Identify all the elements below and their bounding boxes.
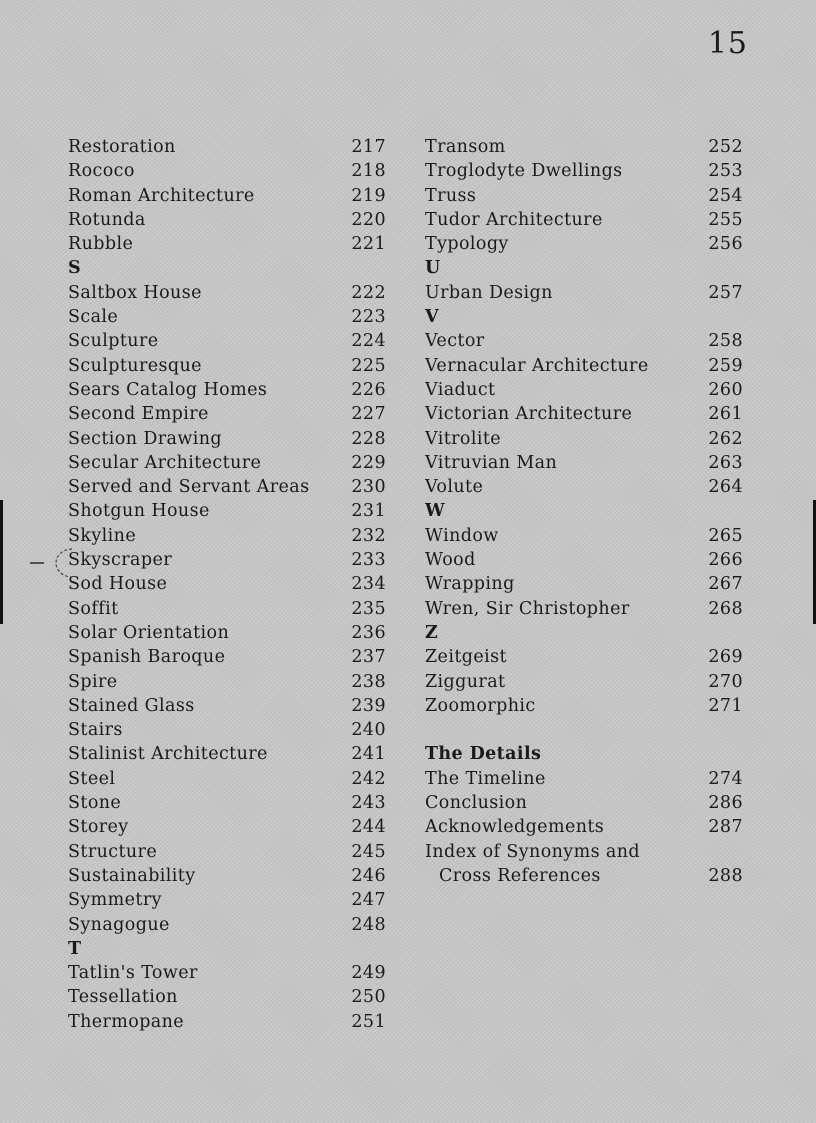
entry-page-number: 286 (708, 793, 743, 814)
contents-entry (425, 354, 743, 378)
entry-page-number: 226 (351, 379, 386, 400)
entry-page-number: 224 (351, 331, 386, 352)
contents-entry (68, 985, 386, 1009)
entry-title: Skyline (68, 525, 137, 546)
entry-page-number: 258 (708, 331, 743, 352)
contents-entry (425, 791, 743, 815)
entry-page-number: 233 (351, 550, 386, 571)
entry-page-number: 228 (351, 428, 386, 449)
contents-entry (68, 597, 386, 621)
entry-page-number: 229 (351, 452, 386, 473)
entry-title: Typology (425, 234, 509, 255)
entry-page-number: 225 (351, 355, 386, 376)
entry-page-number: 220 (351, 209, 386, 230)
section-letter (425, 256, 743, 280)
entry-page-number (350, 937, 386, 961)
contents-entry (425, 232, 743, 256)
entry-title: Secular Architecture (68, 452, 262, 473)
entry-title: Stalinist Architecture (68, 744, 268, 765)
entry-page-number: 244 (351, 817, 386, 838)
contents-entry (68, 621, 386, 645)
contents-entry (68, 572, 386, 596)
entry-title: Solar Orientation (68, 622, 230, 643)
entry-title: Sod House (68, 574, 168, 595)
contents-entry (425, 548, 743, 572)
entry-title: Transom (425, 137, 506, 157)
contents-entry (425, 524, 743, 548)
contents-entry (425, 451, 743, 475)
entry-page-number: 259 (708, 355, 743, 376)
entry-title: Ziggurat (425, 671, 506, 692)
contents-entry (425, 159, 743, 183)
entry-page-number (707, 621, 743, 645)
entry-title: Wren, Sir Christopher (425, 598, 630, 619)
contents-entry (68, 791, 386, 815)
contents-entry (425, 135, 743, 159)
contents-entry (68, 135, 386, 159)
contents-entry (425, 767, 743, 791)
entry-title: Tudor Architecture (425, 209, 603, 230)
entry-page-number: 274 (708, 768, 743, 789)
entry-page-number: 246 (351, 865, 386, 886)
contents-entry (68, 281, 386, 305)
entry-title: Stairs (68, 720, 123, 741)
contents-entry (68, 742, 386, 766)
entry-title: Conclusion (425, 793, 528, 814)
entry-page-number: 231 (351, 501, 386, 522)
entry-page-number: 232 (351, 525, 386, 546)
contents-right-column (425, 135, 743, 888)
entry-page-number (350, 256, 386, 280)
entry-title: Tatlin's Tower (68, 963, 198, 984)
entry-title: Rotunda (68, 209, 146, 230)
contents-entry (68, 184, 386, 208)
entry-page-number: 237 (351, 647, 386, 668)
entry-page-number (707, 305, 743, 329)
entry-title: Rococo (68, 161, 135, 182)
entry-page-number: 245 (351, 841, 386, 862)
contents-entry (425, 815, 743, 839)
entry-title: Cross References (439, 865, 601, 886)
contents-entry (68, 354, 386, 378)
entry-title: Sustainability (68, 865, 196, 886)
entry-title: Second Empire (68, 404, 209, 425)
section-letter (425, 499, 743, 523)
entry-title: Restoration (68, 137, 176, 157)
section-letter (68, 937, 386, 961)
entry-title: Section Drawing (68, 428, 223, 449)
entry-page-number: 268 (708, 598, 743, 619)
entry-page-number: 255 (708, 209, 743, 230)
entry-page-number: 247 (351, 890, 386, 911)
contents-entry (68, 451, 386, 475)
contents-entry (68, 670, 386, 694)
contents-entry (68, 913, 386, 937)
contents-entry (68, 427, 386, 451)
entry-page-number: 223 (351, 307, 386, 328)
entry-title: Soffit (68, 598, 119, 619)
contents-entry (425, 402, 743, 426)
entry-page-number: 217 (351, 137, 386, 157)
contents-entry (425, 670, 743, 694)
entry-title: The Details (425, 744, 542, 765)
entry-page-number: 235 (351, 598, 386, 619)
entry-page-number (707, 718, 743, 742)
contents-entry (425, 597, 743, 621)
entry-title: Truss (425, 185, 477, 206)
contents-entry (425, 427, 743, 451)
entry-title: Index of Synonyms and (425, 841, 641, 862)
pointer-marker-icon (30, 546, 74, 580)
contents-entry (68, 815, 386, 839)
entry-title: S (68, 258, 82, 279)
entry-title: Troglodyte Dwellings (425, 161, 623, 182)
entry-title: Window (425, 525, 499, 546)
entry-title: Wood (425, 550, 476, 571)
entry-title: Vitrolite (425, 428, 502, 449)
contents-entry (68, 548, 386, 572)
page-number: 15 (707, 26, 748, 61)
entry-page-number: 269 (708, 647, 743, 668)
entry-page-number: 219 (351, 185, 386, 206)
contents-entry (425, 475, 743, 499)
entry-page-number: 267 (708, 574, 743, 595)
entry-title: Urban Design (425, 282, 553, 303)
entry-page-number: 253 (708, 161, 743, 182)
contents-entry (68, 864, 386, 888)
contents-entry (425, 378, 743, 402)
entry-page-number: 234 (351, 574, 386, 595)
entry-title: W (425, 501, 446, 522)
contents-entry (68, 961, 386, 985)
entry-title: Tessellation (68, 987, 178, 1008)
entry-page-number: 262 (708, 428, 743, 449)
entry-page-number: 236 (351, 622, 386, 643)
entry-title: Viaduct (425, 379, 496, 400)
entry-page-number: 218 (351, 161, 386, 182)
contents-entry (68, 1010, 386, 1034)
entry-page-number: 254 (708, 185, 743, 206)
entry-title: Saltbox House (68, 282, 202, 303)
contents-entry (425, 694, 743, 718)
entry-page-number: 288 (708, 865, 743, 886)
contents-entry (68, 208, 386, 232)
entry-page-number: 257 (708, 282, 743, 303)
entry-page-number: 230 (351, 477, 386, 498)
contents-entry (425, 864, 743, 888)
entry-title: Sears Catalog Homes (68, 379, 268, 400)
entry-title: U (425, 258, 441, 279)
entry-title: Volute (425, 477, 484, 498)
entry-page-number (707, 840, 743, 864)
entry-page-number: 270 (708, 671, 743, 692)
entry-title: Structure (68, 841, 158, 862)
contents-entry (68, 524, 386, 548)
section-letter (425, 621, 743, 645)
entry-title: Zeitgeist (425, 647, 507, 668)
entry-title: The Timeline (425, 768, 546, 789)
contents-entry (68, 767, 386, 791)
contents-entry (68, 232, 386, 256)
spacer-row (425, 718, 743, 742)
entry-title: Acknowledgements (425, 817, 605, 838)
contents-entry (425, 840, 743, 864)
entry-title: Synagogue (68, 914, 170, 935)
entry-title: Victorian Architecture (425, 404, 633, 425)
entry-title: Stained Glass (68, 695, 195, 716)
entry-page-number: 239 (351, 695, 386, 716)
contents-entry (68, 718, 386, 742)
entry-page-number: 256 (708, 234, 743, 255)
entry-page-number (707, 256, 743, 280)
entry-page-number: 271 (708, 695, 743, 716)
contents-entry (425, 208, 743, 232)
entry-page-number (707, 742, 743, 766)
contents-entry (425, 329, 743, 353)
contents-entry (68, 305, 386, 329)
page-edge-left (0, 500, 3, 624)
contents-entry (68, 499, 386, 523)
entry-page-number: 260 (708, 379, 743, 400)
entry-title: Sculpture (68, 331, 159, 352)
entry-title: Vector (425, 331, 485, 352)
entry-page-number: 222 (351, 282, 386, 303)
entry-page-number: 265 (708, 525, 743, 546)
contents-entry (68, 645, 386, 669)
entry-title: V (425, 307, 439, 328)
section-letter (425, 305, 743, 329)
contents-entry (425, 281, 743, 305)
entry-page-number: 243 (351, 793, 386, 814)
entry-title: Roman Architecture (68, 185, 255, 206)
entry-page-number: 252 (708, 137, 743, 157)
entry-title: Steel (68, 768, 116, 789)
entry-page-number: 238 (351, 671, 386, 692)
entry-title: Vitruvian Man (425, 452, 558, 473)
contents-entry (68, 694, 386, 718)
section-letter (68, 256, 386, 280)
contents-entry (425, 645, 743, 669)
entry-page-number: 227 (351, 404, 386, 425)
entry-page-number: 240 (351, 720, 386, 741)
section-heading (425, 742, 743, 766)
entry-page-number: 263 (708, 452, 743, 473)
contents-entry (68, 888, 386, 912)
contents-left-column (68, 135, 386, 1034)
entry-title: Stone (68, 793, 122, 814)
entry-page-number: 250 (351, 987, 386, 1008)
entry-title: Spanish Baroque (68, 647, 226, 668)
contents-entry (425, 572, 743, 596)
entry-title: Spire (68, 671, 118, 692)
entry-page-number: 248 (351, 914, 386, 935)
contents-entry (68, 475, 386, 499)
entry-title: Served and Servant Areas (68, 477, 310, 498)
contents-entry (425, 184, 743, 208)
entry-page-number: 249 (351, 963, 386, 984)
entry-title: Vernacular Architecture (425, 355, 649, 376)
entry-page-number: 251 (351, 1011, 386, 1032)
entry-page-number: 261 (708, 404, 743, 425)
entry-title: Zoomorphic (425, 695, 536, 716)
contents-entry (68, 402, 386, 426)
entry-page-number (707, 499, 743, 523)
entry-title: T (68, 938, 82, 959)
entry-title: Rubble (68, 234, 134, 255)
contents-entry (68, 329, 386, 353)
entry-page-number: 242 (351, 768, 386, 789)
entry-page-number: 287 (708, 817, 743, 838)
entry-title: Shotgun House (68, 501, 210, 522)
contents-entry (68, 159, 386, 183)
contents-entry (68, 840, 386, 864)
entry-title: Thermopane (68, 1011, 185, 1032)
entry-title: Wrapping (425, 574, 515, 595)
entry-title: Skyscraper (68, 550, 172, 571)
entry-title: Scale (68, 307, 119, 328)
entry-page-number: 264 (708, 477, 743, 498)
entry-page-number: 266 (708, 550, 743, 571)
contents-entry (68, 378, 386, 402)
entry-title: Storey (68, 817, 129, 838)
entry-title: Z (425, 622, 439, 643)
entry-title: Sculpturesque (68, 355, 202, 376)
entry-page-number: 241 (351, 744, 386, 765)
entry-page-number: 221 (351, 234, 386, 255)
entry-title: Symmetry (68, 890, 162, 911)
